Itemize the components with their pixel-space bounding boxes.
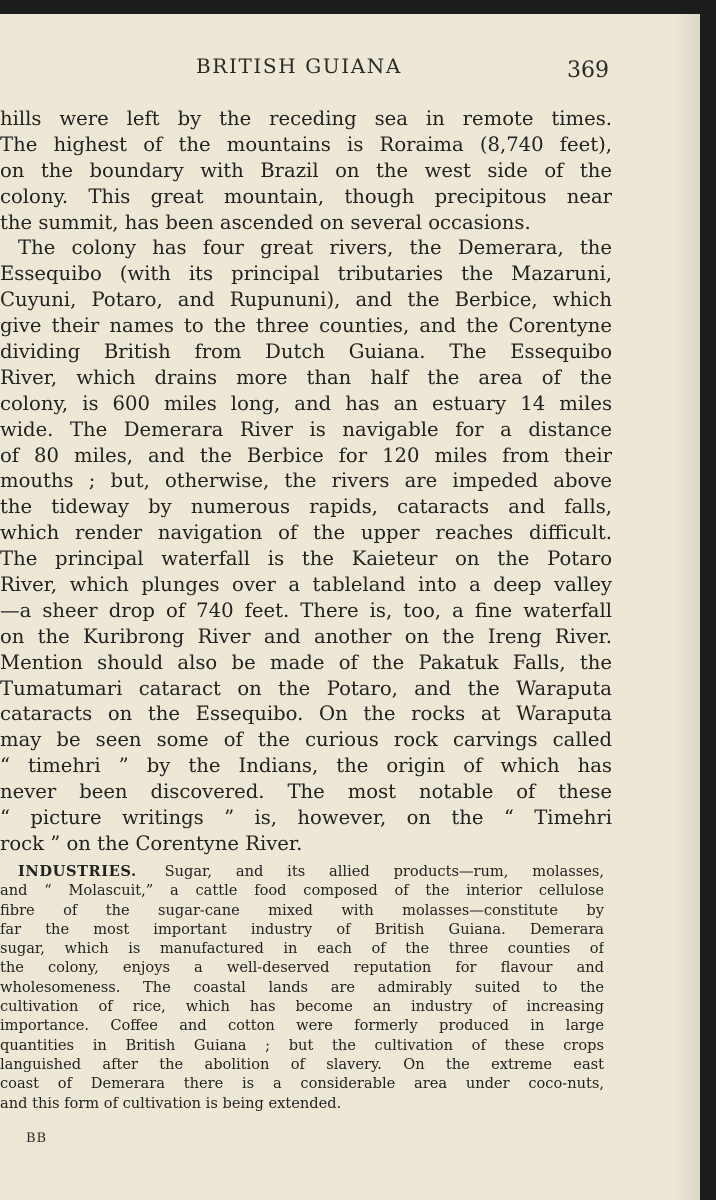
small-text-line: far the most important industry of British Guiana. Demerara bbox=[0, 920, 604, 938]
page-edge-shadow bbox=[672, 14, 700, 1200]
industries-first-line bbox=[0, 862, 604, 881]
text-line: Cuyuni, Potaro, and Rupununi), and the Berbice, which bbox=[0, 288, 612, 312]
page-header bbox=[0, 50, 700, 86]
text-line: colony, is 600 miles long, and has an estuary 14 miles bbox=[0, 391, 612, 415]
text-line: The principal waterfall is the Kaieteur on the Potaro bbox=[0, 547, 612, 571]
text-line: mouths ; but, otherwise, the rivers are impeded above bbox=[0, 469, 612, 493]
small-text-line: importance. Coffee and cotton were formerly produced in large bbox=[0, 1017, 604, 1035]
small-text-line: and “ Molascuit,” a cattle food composed of the interior cellulose bbox=[0, 882, 604, 900]
small-text-line: fibre of the sugar-cane mixed with molasses—constitute by bbox=[0, 901, 604, 919]
text-line: hills were left by the receding sea in remote times. bbox=[0, 107, 612, 130]
text-line: Essequibo (with its principal tributaries the Mazaruni, bbox=[0, 262, 612, 286]
small-text-line: the colony, enjoys a well-deserved reputation for flavour and bbox=[0, 959, 604, 977]
text-line: which render navigation of the upper reaches difficult. bbox=[0, 521, 612, 545]
small-text-line: languished after the abolition of slavery. On the extreme east bbox=[0, 1055, 604, 1073]
text-line: wide. The Demerara River is navigable for a distance bbox=[0, 417, 612, 441]
paragraph-rivers bbox=[0, 235, 612, 856]
text-line: cataracts on the Essequibo. On the rocks at Waraputa bbox=[0, 702, 612, 726]
small-text-line: quantities in British Guiana ; but the cultivation of these crops bbox=[0, 1036, 604, 1054]
section-heading: INDUSTRIES. bbox=[18, 863, 137, 880]
text-line: “ picture writings ” is, however, on the “ Timehri bbox=[0, 806, 612, 830]
text-line: the tideway by numerous rapids, cataracts and falls, bbox=[0, 495, 612, 519]
text-line: give their names to the three counties, and the Corentyne bbox=[0, 314, 612, 338]
paragraph-mountains bbox=[0, 106, 612, 235]
text-line: The highest of the mountains is Roraima (8,740 feet), bbox=[0, 132, 612, 156]
text-line: The colony has four great rivers, the Demerara, the bbox=[18, 236, 612, 260]
text-line: may be seen some of the curious rock carvings called bbox=[0, 728, 612, 752]
text-line: “ timehri ” by the Indians, the origin of which has bbox=[0, 754, 612, 778]
text-line: Tumatumari cataract on the Potaro, and the Waraputa bbox=[0, 676, 612, 700]
running-head: BRITISH GUIANA bbox=[196, 54, 402, 78]
text-line: on the boundary with Brazil on the west side of the bbox=[0, 158, 612, 182]
text-line: the summit, has been ascended on several occasions. bbox=[0, 210, 531, 234]
page-number: 369 bbox=[567, 58, 609, 83]
text-line: River, which plunges over a tableland into a deep valley bbox=[0, 573, 612, 597]
text-line: River, which drains more than half the area of the bbox=[0, 365, 612, 389]
text-line: —a sheer drop of 740 feet. There is, too, a fine waterfall bbox=[0, 598, 612, 622]
small-text-line: coast of Demerara there is a considerable area under coco-nuts, bbox=[0, 1075, 604, 1093]
text-line: Mention should also be made of the Pakatuk Falls, the bbox=[0, 650, 612, 674]
text-line: rock ” on the Corentyne River. bbox=[0, 831, 303, 855]
small-text-line: sugar, which is manufactured in each of the three counties of bbox=[0, 940, 604, 958]
signature-mark: BB bbox=[26, 1131, 48, 1146]
small-text-line: wholesomeness. The coastal lands are admirably suited to the bbox=[0, 978, 604, 996]
text-line: dividing British from Dutch Guiana. The Essequibo bbox=[0, 340, 612, 364]
industries-section bbox=[0, 862, 604, 1113]
text-line: never been discovered. The most notable of these bbox=[0, 780, 612, 804]
small-text-line: and this form of cultivation is being extended. bbox=[0, 1094, 342, 1112]
text-line: Sugar, and its allied products—rum, molasses, bbox=[164, 863, 604, 880]
book-page bbox=[0, 14, 700, 1200]
text-line: of 80 miles, and the Berbice for 120 miles from their bbox=[0, 443, 612, 467]
text-line: on the Kuribrong River and another on the Ireng River. bbox=[0, 624, 612, 648]
text-line: colony. This great mountain, though precipitous near bbox=[0, 184, 612, 208]
small-text-line: cultivation of rice, which has become an industry of increasing bbox=[0, 998, 604, 1016]
body-text bbox=[0, 106, 612, 857]
